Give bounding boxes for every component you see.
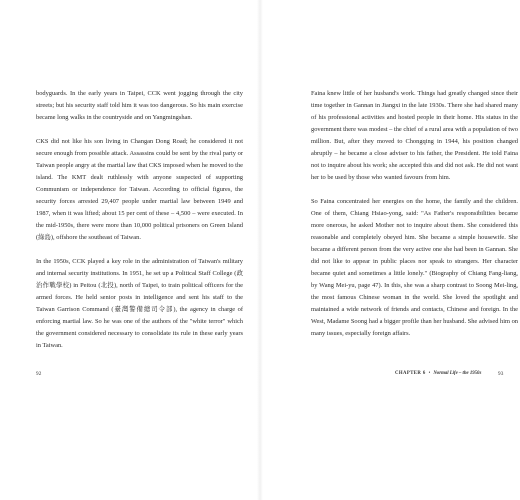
running-head bbox=[395, 371, 481, 376]
running-head-title: Normal Life – the 1950s bbox=[433, 371, 482, 376]
running-head-separator: • bbox=[428, 371, 431, 376]
page-number: 93 bbox=[498, 371, 504, 377]
paragraph: Faina knew little of her husband's work. Things had greatly changed since their time together in Gannan in Jiangxi in the late 1930s. There she had shared many of his professional activities and hosted people in their home. His status in the government there was modest – the chief of a rural area with a population of two million. But, after they moved to Chongqing in 1944, his position changed abruptly – he became a close adviser to his father, the President. He told Faina not to inquire about his work; she accepted this and did not ask. He did not want her to be used by those who wanted favours from him. bbox=[311, 90, 518, 181]
running-head-chapter: CHAPTER 6 bbox=[395, 371, 426, 376]
paragraph: bodyguards. In the early years in Taipei, CCK went jogging through the city streets; but his security staff told him it was too dangerous. So his main exercise became long walks in the countryside and on Yangmingshan. bbox=[36, 90, 243, 121]
paragraph: CKS did not like his son living in Changan Dong Road; he considered it not secure enough from possible attack. Assassins could be sent by the rival party or Taiwan people angry at the martial law that CKS imposed when he moved to the island. The KMT dealt ruthlessly with anyone suspected of supporting Communism or independence for Taiwan. According to official figures, the security forces arrested 29,407 people under martial law between 1949 and 1987, when it was lifted; about 15 per cent of these – 4,500 – were executed. In the mid-1950s, there were more than 10,000 political prisoners on Green Island (綠島), offshore the southeast of Taiwan. bbox=[36, 138, 243, 241]
paragraph: In the 1950s, CCK played a key role in the administration of Taiwan's military and internal security institutions. In 1951, he set up a Political Staff College (政治作戰學校) in Peitou (北投), north of Taipei, to train political officers for the armed forces. He held senior posts in intelligence and sent his staff to the Taiwan Garrison Command (臺灣警備總司令部), the agency in charge of enforcing martial law. So he was one of the authors of the "white terror" which the government considered necessary to consolidate its rule in these early years in Taiwan. bbox=[36, 258, 243, 349]
right-page-body bbox=[311, 88, 518, 352]
left-page-body bbox=[36, 88, 243, 364]
page-number: 92 bbox=[36, 371, 42, 377]
right-page bbox=[262, 0, 520, 500]
left-page bbox=[0, 0, 258, 500]
paragraph: So Faina concentrated her energies on the home, the family and the children. One of them, Chiang Hsiao-yong, said: "As Father's responsibilities became more onerous, he asked Mother not to inquire about them. She considered this reasonable and completely obeyed him. She became a simple housewife. She became a different person from the very active one she had been in Gannan. She did not like to appear in public places nor speak to strangers. Her character became quiet and sometimes a little lonely." (Biography of Chiang Fang-liang, by Wang Mei-yu, page 47). In this, she was a sharp contrast to Soong Mei-ling, the most famous Chinese woman in the world. She loved the spotlight and maintained a wide network of friends and contacts, Chinese and foreign. In the West, Madame Soong had a bigger profile than her husband. She advised him on many issues, especially foreign affairs. bbox=[311, 198, 518, 337]
